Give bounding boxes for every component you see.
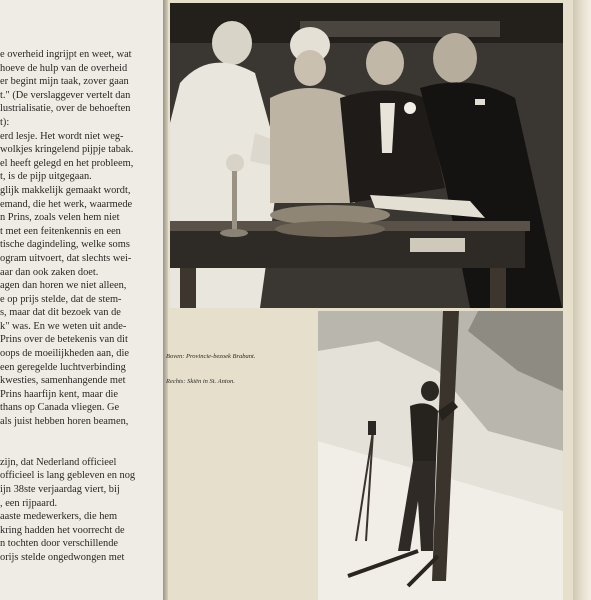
text-line: officieel is lang gebleven en nog bbox=[0, 470, 136, 482]
body-text bbox=[0, 48, 163, 565]
text-line: s, maar dat dit bezoek van de bbox=[0, 307, 121, 319]
text-line: emand, die het werk, waarmede bbox=[0, 198, 133, 210]
text-line: e overheid ingrijpt en weet, wat bbox=[0, 49, 132, 60]
text-line: thans op Canada vliegen. Ge bbox=[0, 402, 120, 414]
text-line: t." (De verslaggever vertelt dan bbox=[0, 89, 131, 101]
text-line: ijn 38ste verjaardag viert, bij bbox=[0, 484, 120, 495]
text-line: Prins haarfijn kent, maar die bbox=[0, 388, 119, 400]
text-line: ogram uitvoert, dat slechts wei- bbox=[0, 252, 132, 264]
text-line: aaste medewerkers, die hem bbox=[0, 511, 118, 523]
caption-top: Boven: Provincie-bezoek Brabant. bbox=[166, 353, 256, 360]
text-line: n Prins, zoals velen hem niet bbox=[0, 212, 120, 224]
text-line: t): bbox=[0, 116, 10, 128]
text-line: el heeft gelegd en het probleem, bbox=[0, 157, 134, 169]
text-line: Prins over de betekenis van dit bbox=[0, 334, 128, 346]
ceremony-photo bbox=[170, 3, 563, 308]
text-line: glijk makkelijk gemaakt wordt, bbox=[0, 184, 131, 196]
text-line: tische dagindeling, welke soms bbox=[0, 239, 130, 251]
text-line: orijs stelde ongedwongen met bbox=[0, 551, 125, 563]
skiing-photo bbox=[318, 311, 563, 600]
text-line bbox=[0, 442, 163, 456]
text-line bbox=[0, 429, 163, 443]
text-line: erd lesje. Het wordt niet weg- bbox=[0, 130, 124, 142]
page-edge bbox=[573, 0, 591, 600]
text-line: aar dan ook zaken doet. bbox=[0, 266, 99, 278]
text-line: kring hadden het voorrecht de bbox=[0, 524, 125, 536]
text-line: hoeve de hulp van de overheid bbox=[0, 62, 128, 74]
text-line: lustrialisatie, over de behoeften bbox=[0, 103, 131, 115]
text-line: kwesties, samenhangende met bbox=[0, 375, 126, 387]
text-line: er begint mijn taak, zover gaan bbox=[0, 76, 129, 88]
caption-bottom: Rechts: Skiën in St. Anton. bbox=[166, 378, 235, 385]
text-line: k" was. En we weten uit ande- bbox=[0, 320, 127, 332]
text-line: wolkjes kringelend pijpje tabak. bbox=[0, 144, 134, 156]
text-line: t met een feitenkennis en een bbox=[0, 225, 121, 237]
text-line: agen dan horen we niet alleen, bbox=[0, 280, 127, 292]
text-line: e op prijs stelde, dat de stem- bbox=[0, 293, 122, 305]
text-line: als juist hebben horen beamen, bbox=[0, 416, 129, 428]
text-line: oops de moeilijkheden aan, die bbox=[0, 348, 129, 360]
text-line: een geregelde luchtverbinding bbox=[0, 361, 126, 373]
text-line: , een rijpaard. bbox=[0, 497, 58, 509]
text-line: t, is de pijp uitgegaan. bbox=[0, 171, 92, 183]
text-line: zijn, dat Nederland officieel bbox=[0, 456, 117, 468]
text-line: n tochten door verschillende bbox=[0, 538, 119, 550]
left-page bbox=[0, 0, 163, 600]
